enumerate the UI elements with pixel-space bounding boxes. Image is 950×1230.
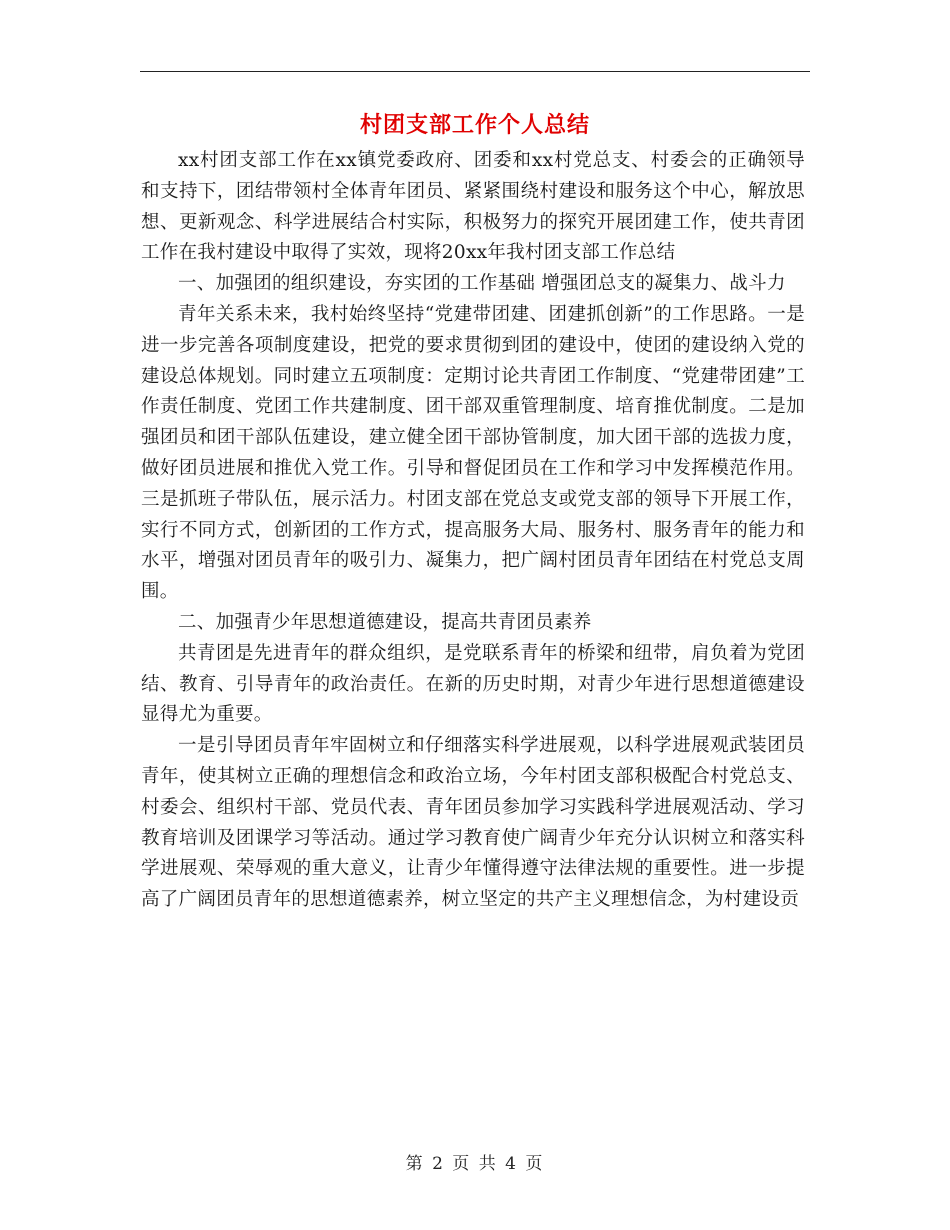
section-heading-2: 二、加强青少年思想道德建设，提高共青团员素养 bbox=[178, 611, 592, 633]
paragraph-section-1: 青年关系未来，我村始终坚持“党建带团建、团建抓创新”的工作思路。一是进一步完善各项制度建设，把党的要求贯彻到团的建设中，使团的建设纳入党的建设总体规划。同时建立五项制度：定期讨论共青团工作制度、“党建带团建”工作责任制度、党团工作共建制度、团干部双重管理制度、培育推优制度。二是加强团员和团干部队伍建设，建立健全团干部协管制度，加大团干部的选拔力度，做好团员进展和推优入党工作。引导和督促团员在工作和学习中发挥模范作用。三是抓班子带队伍，展示活力。村团支部在党总支或党支部的领导下开展工作，实行不同方式，创新团的工作方式，提高服务大局、服务村、服务青年的能力和水平，增强对团员青年的吸引力、凝集力，把广阔村团员青年团结在村党总支周围。 bbox=[141, 303, 805, 603]
document-body bbox=[141, 146, 805, 916]
section-heading-1: 一、加强团的组织建设，夯实团的工作基础 增强团总支的凝集力、战斗力 bbox=[178, 273, 786, 295]
header-rule bbox=[140, 71, 810, 72]
page-number-footer: 第 2 页 共 4 页 bbox=[405, 1154, 545, 1174]
document-title: 村团支部工作个人总结 bbox=[359, 112, 590, 138]
paragraph-section-2-point-1: 一是引导团员青年牢固树立和仔细落实科学进展观，以科学进展观武装团员青年，使其树立正确的理想信念和政治立场，今年村团支部积极配合村党总支、村委会、组织村干部、党员代表、青年团员参加学习实践科学进展观活动、学习教育培训及团课学习等活动。通过学习教育使广阔青少年充分认识树立和落实科学进展观、荣辱观的重大意义，让青少年懂得遵守法律法规的重要性。进一步提高了广阔团员青年的思想道德素养，树立坚定的共产主义理想信念，为村建设贡 bbox=[141, 735, 805, 911]
paragraph-section-2-intro: 共青团是先进青年的群众组织，是党联系青年的桥梁和纽带，肩负着为党团结、教育、引导青年的政治责任。在新的历史时期，对青少年进行思想道德建设显得尤为重要。 bbox=[141, 642, 805, 726]
paragraph-intro: xx村团支部工作在xx镇党委政府、团委和xx村党总支、村委会的正确领导和支持下，团结带领村全体青年团员、紧紧围绕村建设和服务这个中心，解放思想、更新观念、科学进展结合村实际，积极努力的探究开展团建工作，使共青团工作在我村建设中取得了实效，现将20xx年我村团支部工作总结 bbox=[141, 150, 805, 264]
